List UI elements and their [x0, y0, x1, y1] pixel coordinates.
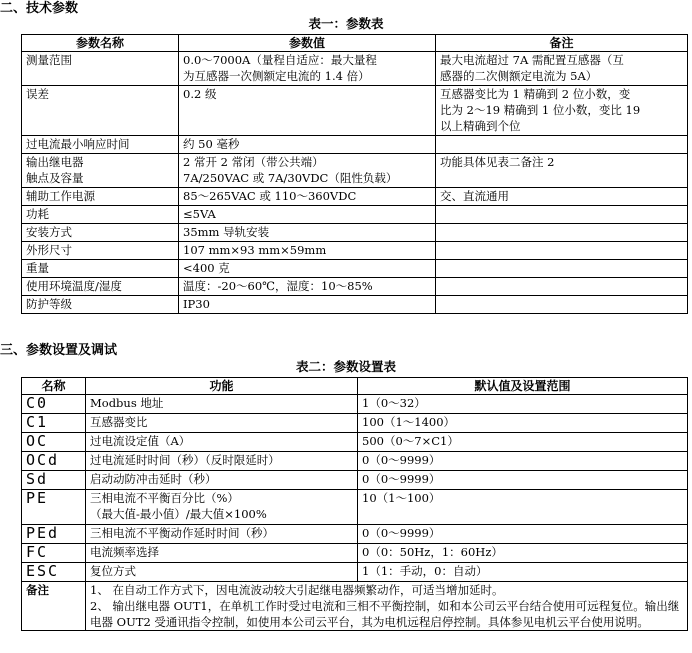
param-remark [436, 296, 688, 314]
param-value [179, 260, 436, 278]
table-row [22, 471, 688, 490]
remarks-row [22, 582, 688, 631]
setting-default: 500（0～7×C1） [358, 433, 688, 452]
param-value [179, 296, 436, 314]
table-row [22, 278, 688, 296]
setting-default: 0（0～9999） [358, 452, 688, 471]
table-row [22, 563, 688, 582]
setting-code: C0 [22, 395, 86, 414]
param-value-line: <400 克 [183, 261, 230, 275]
param-value-line: 35mm 导轨安装 [183, 225, 270, 239]
table-row [22, 296, 688, 314]
param-value [179, 52, 436, 86]
setting-default: 0（0～9999） [358, 471, 688, 490]
param-name-line: 防护等级 [26, 297, 72, 311]
remarks-label: 备注 [22, 582, 86, 631]
param-value [179, 206, 436, 224]
param-value-line: 85～265VAC 或 110～360VDC [183, 189, 357, 203]
param-remark [436, 52, 688, 86]
param-name-line: 外形尺寸 [26, 243, 72, 257]
setting-function [86, 490, 358, 525]
table-row [22, 136, 688, 154]
remark-item: 1、 在自动工作方式下，因电流波动较大引起继电器频繁动作，可适当增加延时。 [90, 583, 504, 597]
param-name-line: 触点及容量 [26, 171, 84, 185]
setting-code: Sd [22, 471, 86, 490]
param-name [22, 242, 179, 260]
param-name [22, 224, 179, 242]
setting-function-line: 互感器变比 [90, 415, 148, 429]
setting-function [86, 471, 358, 490]
table-row [22, 224, 688, 242]
table-1-caption: 表一：参数表 [308, 16, 384, 31]
table-row [22, 52, 688, 86]
param-remark-line: 功能具体见表二备注 2 [440, 155, 555, 169]
param-value-line: IP30 [183, 297, 210, 311]
param-name-line: 功耗 [26, 207, 49, 221]
setting-function [86, 433, 358, 452]
param-value [179, 86, 436, 136]
param-value [179, 278, 436, 296]
setting-default: 1（1：手动，0：自动） [358, 563, 688, 582]
setting-default: 100（1～1400） [358, 414, 688, 433]
param-value-line: 温度：-20～60℃，湿度：10～85% [183, 279, 373, 293]
param-name-line: 辅助工作电源 [26, 189, 95, 203]
header-default-range: 默认值及设置范围 [358, 378, 688, 395]
setting-code: FC [22, 544, 86, 563]
setting-function-line: Modbus 地址 [90, 396, 164, 410]
param-name [22, 52, 179, 86]
param-value-line: 约 50 毫秒 [183, 137, 240, 151]
param-remark [436, 278, 688, 296]
header-param-name: 参数名称 [22, 35, 179, 52]
settings-table [21, 377, 688, 631]
setting-default: 1（0～32） [358, 395, 688, 414]
setting-function-line: 过电流延时时间（秒）（反时限延时） [90, 453, 280, 467]
table-row [22, 395, 688, 414]
table-row [22, 414, 688, 433]
param-remark [436, 86, 688, 136]
param-name [22, 206, 179, 224]
setting-function-line: 复位方式 [90, 564, 136, 578]
param-value-line: 0.2 级 [183, 87, 217, 101]
table-row [22, 154, 688, 188]
param-name-line: 重量 [26, 261, 49, 275]
setting-function [86, 563, 358, 582]
setting-code: PE [22, 490, 86, 525]
setting-code: PEd [22, 525, 86, 544]
setting-function-line: 电流频率选择 [90, 545, 159, 559]
param-remark-line: 交、直流通用 [440, 189, 509, 203]
param-value [179, 188, 436, 206]
setting-function-line: 启动动防冲击延时（秒） [90, 472, 217, 486]
param-value [179, 242, 436, 260]
table-row [22, 188, 688, 206]
header-code: 名称 [22, 378, 86, 395]
table-row [22, 86, 688, 136]
param-name-line: 过电流最小响应时间 [26, 137, 130, 151]
param-name [22, 260, 179, 278]
param-name [22, 154, 179, 188]
param-value-line: 为互感器一次侧额定电流的 1.4 倍） [183, 69, 370, 83]
param-remark-line: 比为 2～19 精确到 1 位小数，变比 19 [440, 103, 641, 117]
setting-function [86, 452, 358, 471]
table-row [22, 452, 688, 471]
param-remark-line: 以上精确到个位 [440, 119, 521, 133]
section-3-title: 三、参数设置及调试 [0, 343, 118, 358]
param-name [22, 278, 179, 296]
param-value-line: 0.0～7000A（量程自适应：最大量程 [183, 53, 377, 67]
setting-function [86, 395, 358, 414]
table-row [22, 242, 688, 260]
table-row [22, 525, 688, 544]
param-value [179, 154, 436, 188]
setting-default: 0（0～9999） [358, 525, 688, 544]
param-name [22, 296, 179, 314]
param-remark [436, 136, 688, 154]
header-function: 功能 [86, 378, 358, 395]
setting-default: 0（0：50Hz，1：60Hz） [358, 544, 688, 563]
section-2-title: 二、技术参数 [0, 1, 79, 16]
param-remark-line: 最大电流超过 7A 需配置互感器（互 [440, 53, 624, 67]
table-2-caption: 表二：参数设置表 [295, 359, 396, 374]
param-remark [436, 260, 688, 278]
remarks-content [86, 582, 688, 631]
param-remark [436, 242, 688, 260]
table-row [22, 206, 688, 224]
param-value [179, 224, 436, 242]
param-name-line: 输出继电器 [26, 155, 84, 169]
setting-code: ESC [22, 563, 86, 582]
remark-item: 2、 输出继电器 OUT1，在单机工作时受过电流和三相不平衡控制，如和本公司云平台结合使用可远程复位。输出继电器 OUT2 受通讯指令控制，如使用本公司云平台，其为电机远程启停控制。具体参见电机云平台使用说明。 [90, 599, 680, 629]
param-name-line: 误差 [26, 87, 49, 101]
param-value-line: ≤5VA [183, 207, 216, 221]
param-name [22, 188, 179, 206]
param-remark-line: 互感器变比为 1 精确到 2 位小数，变 [440, 87, 631, 101]
setting-code: OCd [22, 452, 86, 471]
table-row [22, 433, 688, 452]
param-name [22, 136, 179, 154]
param-value-line: 2 常开 2 常闭（带公共端） [183, 155, 324, 169]
parameter-table [21, 34, 688, 314]
setting-function-line: 过电流设定值（A） [90, 434, 191, 448]
param-remark [436, 154, 688, 188]
param-name-line: 安装方式 [26, 225, 72, 239]
param-value-line: 107 mm×93 mm×59mm [183, 243, 327, 257]
table-row [22, 260, 688, 278]
setting-code: C1 [22, 414, 86, 433]
header-remark: 备注 [436, 35, 688, 52]
setting-default: 10（1～100） [358, 490, 688, 525]
setting-function [86, 544, 358, 563]
setting-code: OC [22, 433, 86, 452]
param-name [22, 86, 179, 136]
param-name-line: 测量范围 [26, 53, 72, 67]
param-remark-line: 感器的二次侧额定电流为 5A） [440, 69, 598, 83]
param-remark [436, 224, 688, 242]
setting-function-line: 三相电流不平衡动作延时时间（秒） [90, 526, 274, 540]
param-name-line: 使用环境温度/湿度 [26, 279, 122, 293]
header-param-value: 参数值 [179, 35, 436, 52]
table-row [22, 490, 688, 525]
setting-function [86, 525, 358, 544]
param-value-line: 7A/250VAC 或 7A/30VDC（阻性负载） [183, 171, 398, 185]
param-remark [436, 206, 688, 224]
table-row [22, 544, 688, 563]
param-remark [436, 188, 688, 206]
setting-function [86, 414, 358, 433]
setting-function-line: （最大值-最小值）/最大值×100% [90, 507, 267, 521]
setting-function-line: 三相电流不平衡百分比（%） [90, 491, 239, 505]
param-value [179, 136, 436, 154]
